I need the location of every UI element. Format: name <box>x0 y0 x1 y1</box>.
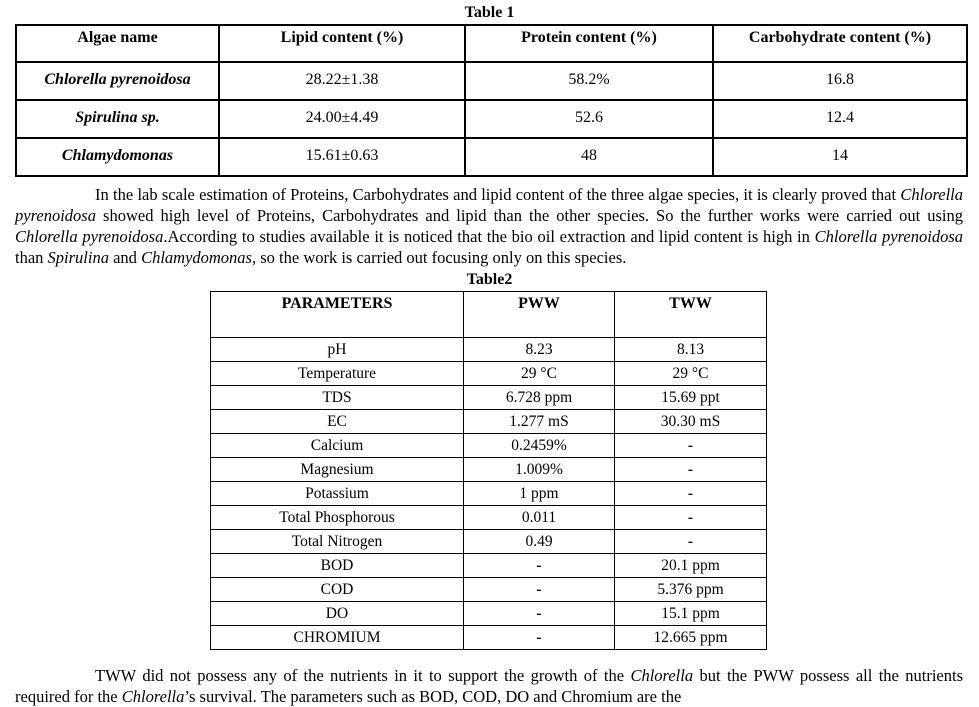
table-cell: Magnesium <box>211 458 464 482</box>
table-cell: 28.22±1.38 <box>219 62 465 100</box>
table-cell: COD <box>211 578 464 602</box>
table-row <box>211 626 767 650</box>
table-row <box>16 100 967 138</box>
text-run: than <box>15 248 48 267</box>
table1-title: Table 1 <box>464 4 515 21</box>
table-cell: 0.2459% <box>464 434 615 458</box>
column-header: Lipid content (%) <box>219 25 465 62</box>
table-cell: Total Phosphorous <box>211 506 464 530</box>
table-cell: 48 <box>465 138 713 176</box>
table2-title: Table2 <box>466 271 513 288</box>
table-cell: - <box>615 530 767 554</box>
table-cell: Potassium <box>211 482 464 506</box>
table-row <box>211 434 767 458</box>
table-cell: 58.2% <box>465 62 713 100</box>
table-cell: - <box>615 482 767 506</box>
table-cell: EC <box>211 410 464 434</box>
table-row <box>16 138 967 176</box>
table-header-row <box>211 292 767 338</box>
table-cell: Total Nitrogen <box>211 530 464 554</box>
table-cell: 1 ppm <box>464 482 615 506</box>
table-cell: 15.61±0.63 <box>219 138 465 176</box>
table-cell: 0.49 <box>464 530 615 554</box>
table-cell: BOD <box>211 554 464 578</box>
species-name: Chlorella <box>630 666 694 685</box>
text-run: .According to studies available it is noticed that the bio oil extraction and lipid content is high in <box>163 227 815 246</box>
table-cell: - <box>615 506 767 530</box>
text-run: so the work is carried out focusing only on this species. <box>256 248 627 267</box>
table-cell: 29 °C <box>464 362 615 386</box>
table-cell: TDS <box>211 386 464 410</box>
table-cell: - <box>464 578 615 602</box>
table-row <box>211 482 767 506</box>
table-cell: 12.665 ppm <box>615 626 767 650</box>
species-name: Chlorella pyrenoidosa <box>15 185 963 225</box>
table-cell: - <box>464 626 615 650</box>
table-cell: 16.8 <box>713 62 967 100</box>
table-header-row <box>16 25 967 62</box>
table-cell: 15.69 ppt <box>615 386 767 410</box>
table-cell: - <box>615 458 767 482</box>
table-row <box>211 554 767 578</box>
table-cell: 52.6 <box>465 100 713 138</box>
table-cell: - <box>464 602 615 626</box>
table-row <box>211 530 767 554</box>
table-cell: Chlamydomonas <box>16 138 219 176</box>
table2 <box>210 291 767 650</box>
text-run: TWW did not possess any of the nutrients in it to support the growth of the <box>95 666 631 685</box>
text-run: but the PWW possess all the nutrients required for the <box>15 666 963 706</box>
text-run: ’s survival. The parameters such as BOD, COD, DO and Chromium are the <box>184 687 682 706</box>
table-cell: - <box>615 434 767 458</box>
species-name: Chlamydomonas, <box>141 248 257 267</box>
paragraph-2 <box>15 665 963 707</box>
table-cell: 6.728 ppm <box>464 386 615 410</box>
column-header: PARAMETERS <box>211 292 464 338</box>
paragraph-1 <box>15 184 963 268</box>
column-header: Algae name <box>16 25 219 62</box>
table-cell: Temperature <box>211 362 464 386</box>
text-run: In the lab scale estimation of Proteins, Carbohydrates and lipid content of the three algae species, it is clearly proved that <box>95 185 901 204</box>
table-cell: Chlorella pyrenoidosa <box>16 62 219 100</box>
table-cell: Calcium <box>211 434 464 458</box>
text-run: and <box>108 248 142 267</box>
table-cell: CHROMIUM <box>211 626 464 650</box>
column-header: Protein content (%) <box>465 25 713 62</box>
table-cell: 24.00±4.49 <box>219 100 465 138</box>
table-row <box>211 602 767 626</box>
table-cell: DO <box>211 602 464 626</box>
table1 <box>15 24 968 177</box>
table-cell: 14 <box>713 138 967 176</box>
column-header: PWW <box>464 292 615 338</box>
table-row <box>211 386 767 410</box>
table-cell: pH <box>211 338 464 362</box>
table-row <box>211 410 767 434</box>
table-row <box>16 62 967 100</box>
species-name: Spirulina <box>47 248 109 267</box>
table-row <box>211 458 767 482</box>
table-cell: 30.30 mS <box>615 410 767 434</box>
table-cell: 8.13 <box>615 338 767 362</box>
species-name: Chlorella pyrenoidosa <box>15 227 164 246</box>
table-cell: 5.376 ppm <box>615 578 767 602</box>
table-row <box>211 362 767 386</box>
table-cell: Spirulina sp. <box>16 100 219 138</box>
species-name: Chlorella pyrenoidosa <box>814 227 963 246</box>
table-row <box>211 338 767 362</box>
species-name: Chlorella <box>121 687 185 706</box>
table-cell: 8.23 <box>464 338 615 362</box>
table-cell: - <box>464 554 615 578</box>
table-cell: 1.009% <box>464 458 615 482</box>
table-row <box>211 578 767 602</box>
table-cell: 20.1 ppm <box>615 554 767 578</box>
table-cell: 15.1 ppm <box>615 602 767 626</box>
table-cell: 29 °C <box>615 362 767 386</box>
table-cell: 0.011 <box>464 506 615 530</box>
table-cell: 1.277 mS <box>464 410 615 434</box>
column-header: Carbohydrate content (%) <box>713 25 967 62</box>
text-run: showed high level of Proteins, Carbohydrates and lipid than the other species. So the further works were carried out using <box>95 206 963 225</box>
column-header: TWW <box>615 292 767 338</box>
table-row <box>211 506 767 530</box>
table-cell: 12.4 <box>713 100 967 138</box>
